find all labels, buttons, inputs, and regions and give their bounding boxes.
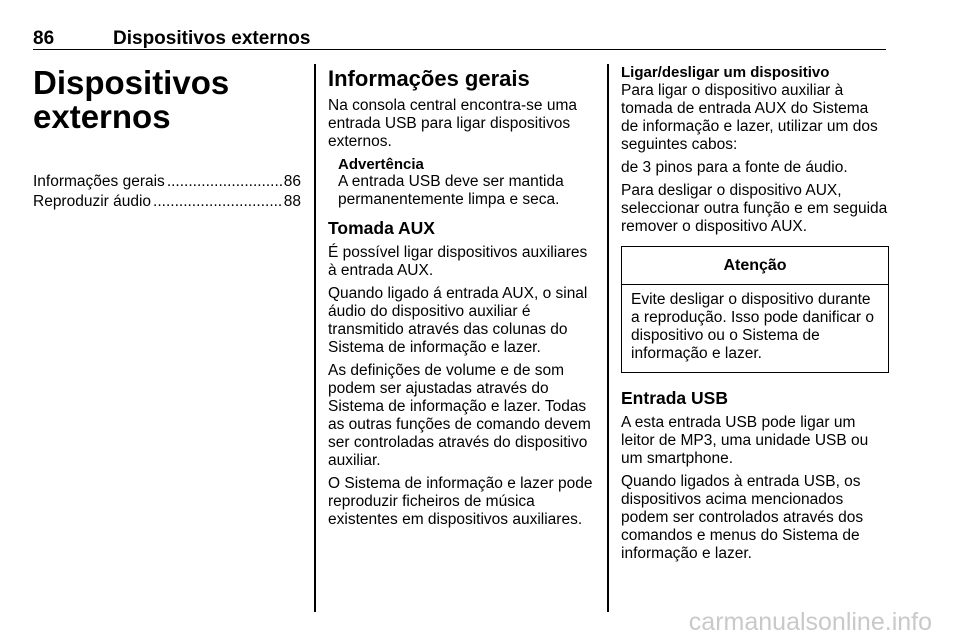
paragraph-aux-1: É possível ligar dispositivos auxiliares à entrada AUX. bbox=[328, 244, 588, 279]
warning-note-body: A entrada USB deve ser mantida permanentemente limpa e seca. bbox=[338, 173, 564, 208]
page-header bbox=[33, 28, 886, 50]
paragraph-aux-2: Quando ligado á entrada AUX, o sinal áudio do dispositivo auxiliar é transmitido através das colunas do Sistema de informação e lazer. bbox=[328, 285, 588, 356]
toc-entry-title: Informações gerais bbox=[33, 173, 165, 190]
paragraph-connect-3: Para desligar o dispositivo AUX, seleccionar outra função e em seguida remover o dispositivo AUX. bbox=[621, 182, 888, 235]
paragraph-connect-2: de 3 pinos para a fonte de áudio. bbox=[621, 159, 848, 176]
paragraph-aux-4: O Sistema de informação e lazer pode reproduzir ficheiros de música existentes em dispositivos auxiliares. bbox=[328, 475, 593, 528]
chapter-title: Dispositivos externos bbox=[33, 64, 230, 135]
paragraph-aux-3: As definições de volume e de som podem ser ajustadas através do Sistema de informação e lazer. Todas as outras funções de comando devem ser controladas através do dispositivo auxiliar. bbox=[328, 362, 591, 469]
paragraph-intro: Na consola central encontra-se uma entrada USB para ligar dispositivos externos. bbox=[328, 97, 577, 150]
toc-leader bbox=[167, 172, 282, 192]
page-number: 86 bbox=[33, 28, 55, 49]
paragraph-usb-2: Quando ligados à entrada USB, os dispositivos acima mencionados podem ser controlados através dos comandos e menus do Sistema de informação e lazer. bbox=[621, 473, 864, 562]
caution-box-body: Evite desligar o dispositivo durante a reprodução. Isso pode danificar o dispositivo ou o Sistema de informação e lazer. bbox=[631, 291, 874, 362]
column-divider-2 bbox=[607, 64, 609, 612]
heading-aux: Tomada AUX bbox=[328, 218, 435, 238]
column-right bbox=[621, 64, 889, 563]
toc-entry-page: 86 bbox=[283, 173, 301, 190]
heading-usb: Entrada USB bbox=[621, 388, 728, 408]
caution-box-title: Atenção bbox=[622, 247, 888, 285]
subheading-connect: Ligar/desligar um dispositivo bbox=[621, 64, 830, 81]
table-of-contents bbox=[33, 172, 301, 212]
toc-entry[interactable] bbox=[33, 172, 301, 192]
column-divider-1 bbox=[314, 64, 316, 612]
heading-general-info: Informações gerais bbox=[328, 66, 530, 91]
column-middle bbox=[328, 64, 596, 529]
toc-leader bbox=[153, 192, 282, 212]
paragraph-connect-1: Para ligar o dispositivo auxiliar à tomada de entrada AUX do Sistema de informação e lazer, utilizar um dos seguintes cabos: bbox=[621, 82, 878, 153]
toc-entry-page: 88 bbox=[283, 193, 301, 210]
toc-entry[interactable] bbox=[33, 192, 301, 212]
header-section-title: Dispositivos externos bbox=[113, 28, 311, 49]
toc-entry-title: Reproduzir áudio bbox=[33, 193, 152, 210]
warning-note-title: Advertência bbox=[338, 156, 424, 173]
caution-box-content bbox=[622, 285, 888, 372]
paragraph-usb-1: A esta entrada USB pode ligar um leitor de MP3, uma unidade USB ou um smartphone. bbox=[621, 414, 869, 467]
caution-box bbox=[621, 246, 889, 373]
watermark-text: carmanualsonline.info bbox=[688, 608, 932, 636]
column-left bbox=[33, 64, 301, 212]
warning-note bbox=[338, 157, 596, 209]
